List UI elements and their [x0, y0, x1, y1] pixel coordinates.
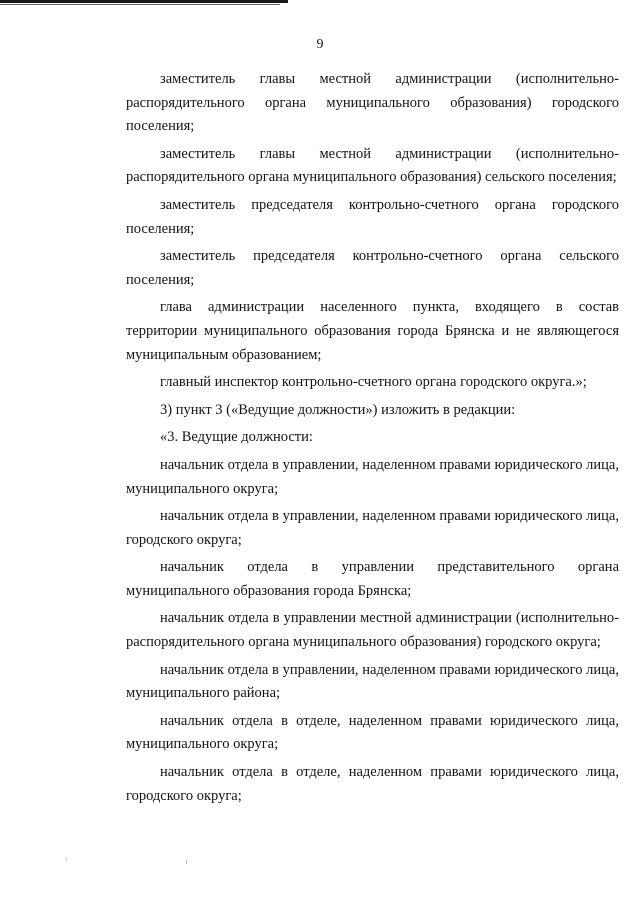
document-body [126, 68, 619, 812]
paragraph-14: начальник отдела в отделе, наделенном правами юридического лица, муниципального округа; [126, 712, 619, 753]
paragraph-2: заместитель главы местной администрации (исполнительно-распорядительного органа муниципального образования) сельского поселения; [126, 145, 619, 186]
page-number: 9 [316, 37, 324, 52]
paragraph-4: заместитель председателя контрольно-счетного органа сельского поселения; [126, 248, 619, 288]
scan-speck [66, 858, 67, 861]
paragraph-9: начальник отдела в управлении, наделенном правами юридического лица, муниципального округа; [126, 456, 619, 497]
paragraph-13: начальник отдела в управлении, наделенном правами юридического лица, муниципального района; [126, 661, 619, 702]
paragraph-3: заместитель председателя контрольно-счетного органа городского поселения; [126, 196, 619, 237]
paragraph-1: заместитель главы местной администрации (исполнительно-распорядительного органа муниципального образования) городского поселения; [126, 71, 619, 135]
paragraph-10: начальник отдела в управлении, наделенном правами юридического лица, городского округа; [126, 508, 619, 548]
header-rule-thin [0, 4, 280, 5]
paragraph-6: главный инспектор контрольно-счетного органа городского округа.»; [160, 374, 587, 391]
paragraph-5: глава администрации населенного пункта, входящего в состав территории муниципального образования города Брянска и не являющегося муниципальным образованием; [126, 299, 619, 363]
paragraph-15: начальник отдела в отделе, наделенном правами юридического лица, городского округа; [126, 764, 619, 804]
paragraph-11: начальник отдела в управлении представительного органа муниципального образования города Брянска; [126, 559, 619, 599]
paragraph-12: начальник отдела в управлении местной администрации (исполнительно-распорядительного органа муниципального образования) городского округа; [126, 610, 619, 651]
paragraph-8: «3. Ведущие должности: [160, 429, 313, 446]
paragraph-7: 3) пункт 3 («Ведущие должности») изложить в редакции: [160, 401, 516, 418]
scan-speck [186, 860, 187, 864]
header-rule [0, 0, 288, 3]
